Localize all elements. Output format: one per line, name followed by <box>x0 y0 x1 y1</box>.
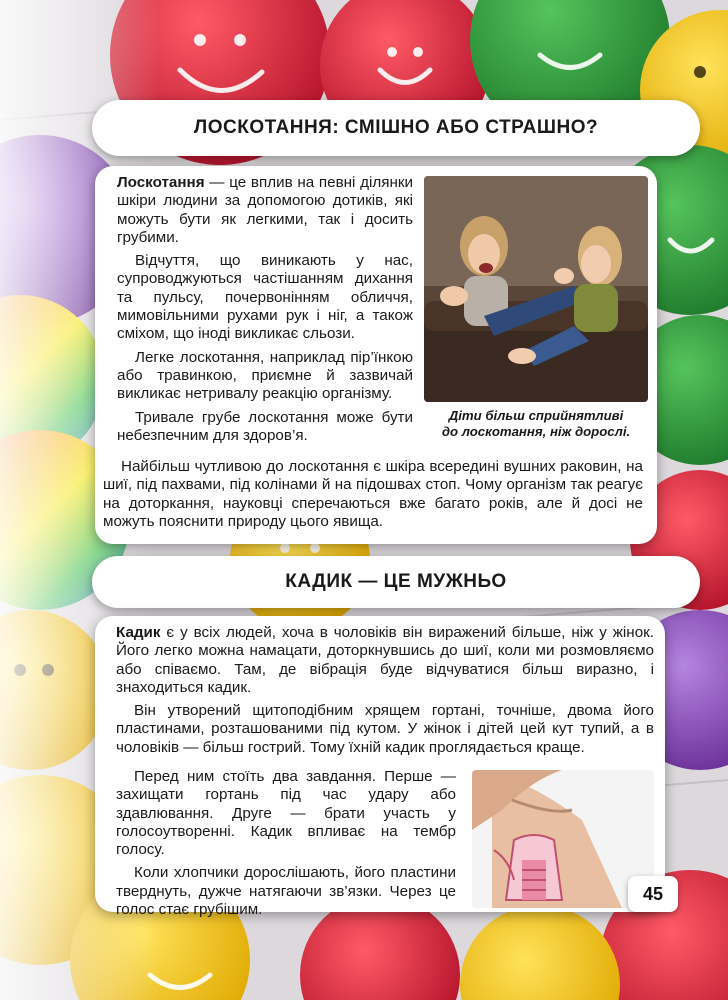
tickling-text-top <box>117 174 413 450</box>
section-title-banner-adams-apple <box>92 556 700 608</box>
adams-apple-text-bottom <box>116 768 456 924</box>
adams-apple-paragraph-4: Коли хлопчики дорослішають, його пластини тверднуть, дужче натягаючи зв’язки. Через це голос стає грубішим. <box>116 864 456 919</box>
tickling-girls-photo <box>424 176 648 402</box>
tickling-paragraph-5: Найбільш чутливою до лоскотання є шкіра всередині вушних раковин, на шиї, під пахвами, під колінами й на підошвах стоп. Чому організм так реагує на доторкання, науковці сперечаються вже багато років, але й досі не можуть пояснити природу цього явища. <box>103 458 643 530</box>
adams-apple-paragraph-3: Перед ним стоїть два завдання. Перше — захищати гортань під час удару або здавлювання. Друге — брати участь у голосоутворенні. Кадик впливає на тембр голосу. <box>116 768 456 859</box>
section-title-tickling: ЛОСКОТАННЯ: СМІШНО АБО СТРАШНО? <box>193 117 599 138</box>
adams-apple-paragraph-2: Він утворений щитоподібним хрящем гортані, точніше, двома його пластинами, розташованими під кутом. У жінок і дітей цей кут тупий, а в чоловіків — більш гострий. Тому їхній кадик проглядається краще. <box>116 702 654 756</box>
tickling-text-bottom <box>103 458 643 536</box>
adams-apple-paragraph-1: Кадик є у всіх людей, хоча в чоловіків він виражений більше, ніж у жінок. Його легко можна намацати, доторкнувшись до шиї, коли ми розмовляємо або співаємо. Там, де вібрація буде відчуватися більш виразно, і знаходиться кадик. <box>116 624 654 696</box>
page-number: 45 <box>628 876 678 912</box>
adams-apple-term: Кадик <box>116 624 161 641</box>
tickling-paragraph-3: Легке лоскотання, наприклад пір’їнкою або травинкою, приємне й зазвичай викликає нетривалу реакцію організму. <box>117 348 413 403</box>
tickling-paragraph-2: Відчуття, що виникають у нас, супроводжуються частішанням дихання та пульсу, почервонінням обличчя, мимовільними рухами рук і ніг, а також сміхом, що іноді викликає сльози. <box>117 252 413 343</box>
tickling-term: Лоскотання <box>117 174 205 191</box>
section-title-banner-tickling <box>92 100 700 156</box>
neck-larynx-illustration <box>472 770 654 908</box>
tickling-photo-caption: Діти більш сприйнятливі до лоскотання, ніж дорослі. <box>441 408 631 439</box>
tickling-paragraph-1: Лоскотання — це вплив на певні ділянки шкіри людини за допомогою дотиків, які можуть бути як легкими, так і досить грубими. <box>117 174 413 246</box>
adams-apple-text-top <box>116 624 654 762</box>
tickling-paragraph-4: Тривале грубе лоскотання може бути небезпечним для здоров’я. <box>117 408 413 444</box>
section-title-adams-apple: КАДИК — ЦЕ МУЖНЬО <box>285 571 507 592</box>
